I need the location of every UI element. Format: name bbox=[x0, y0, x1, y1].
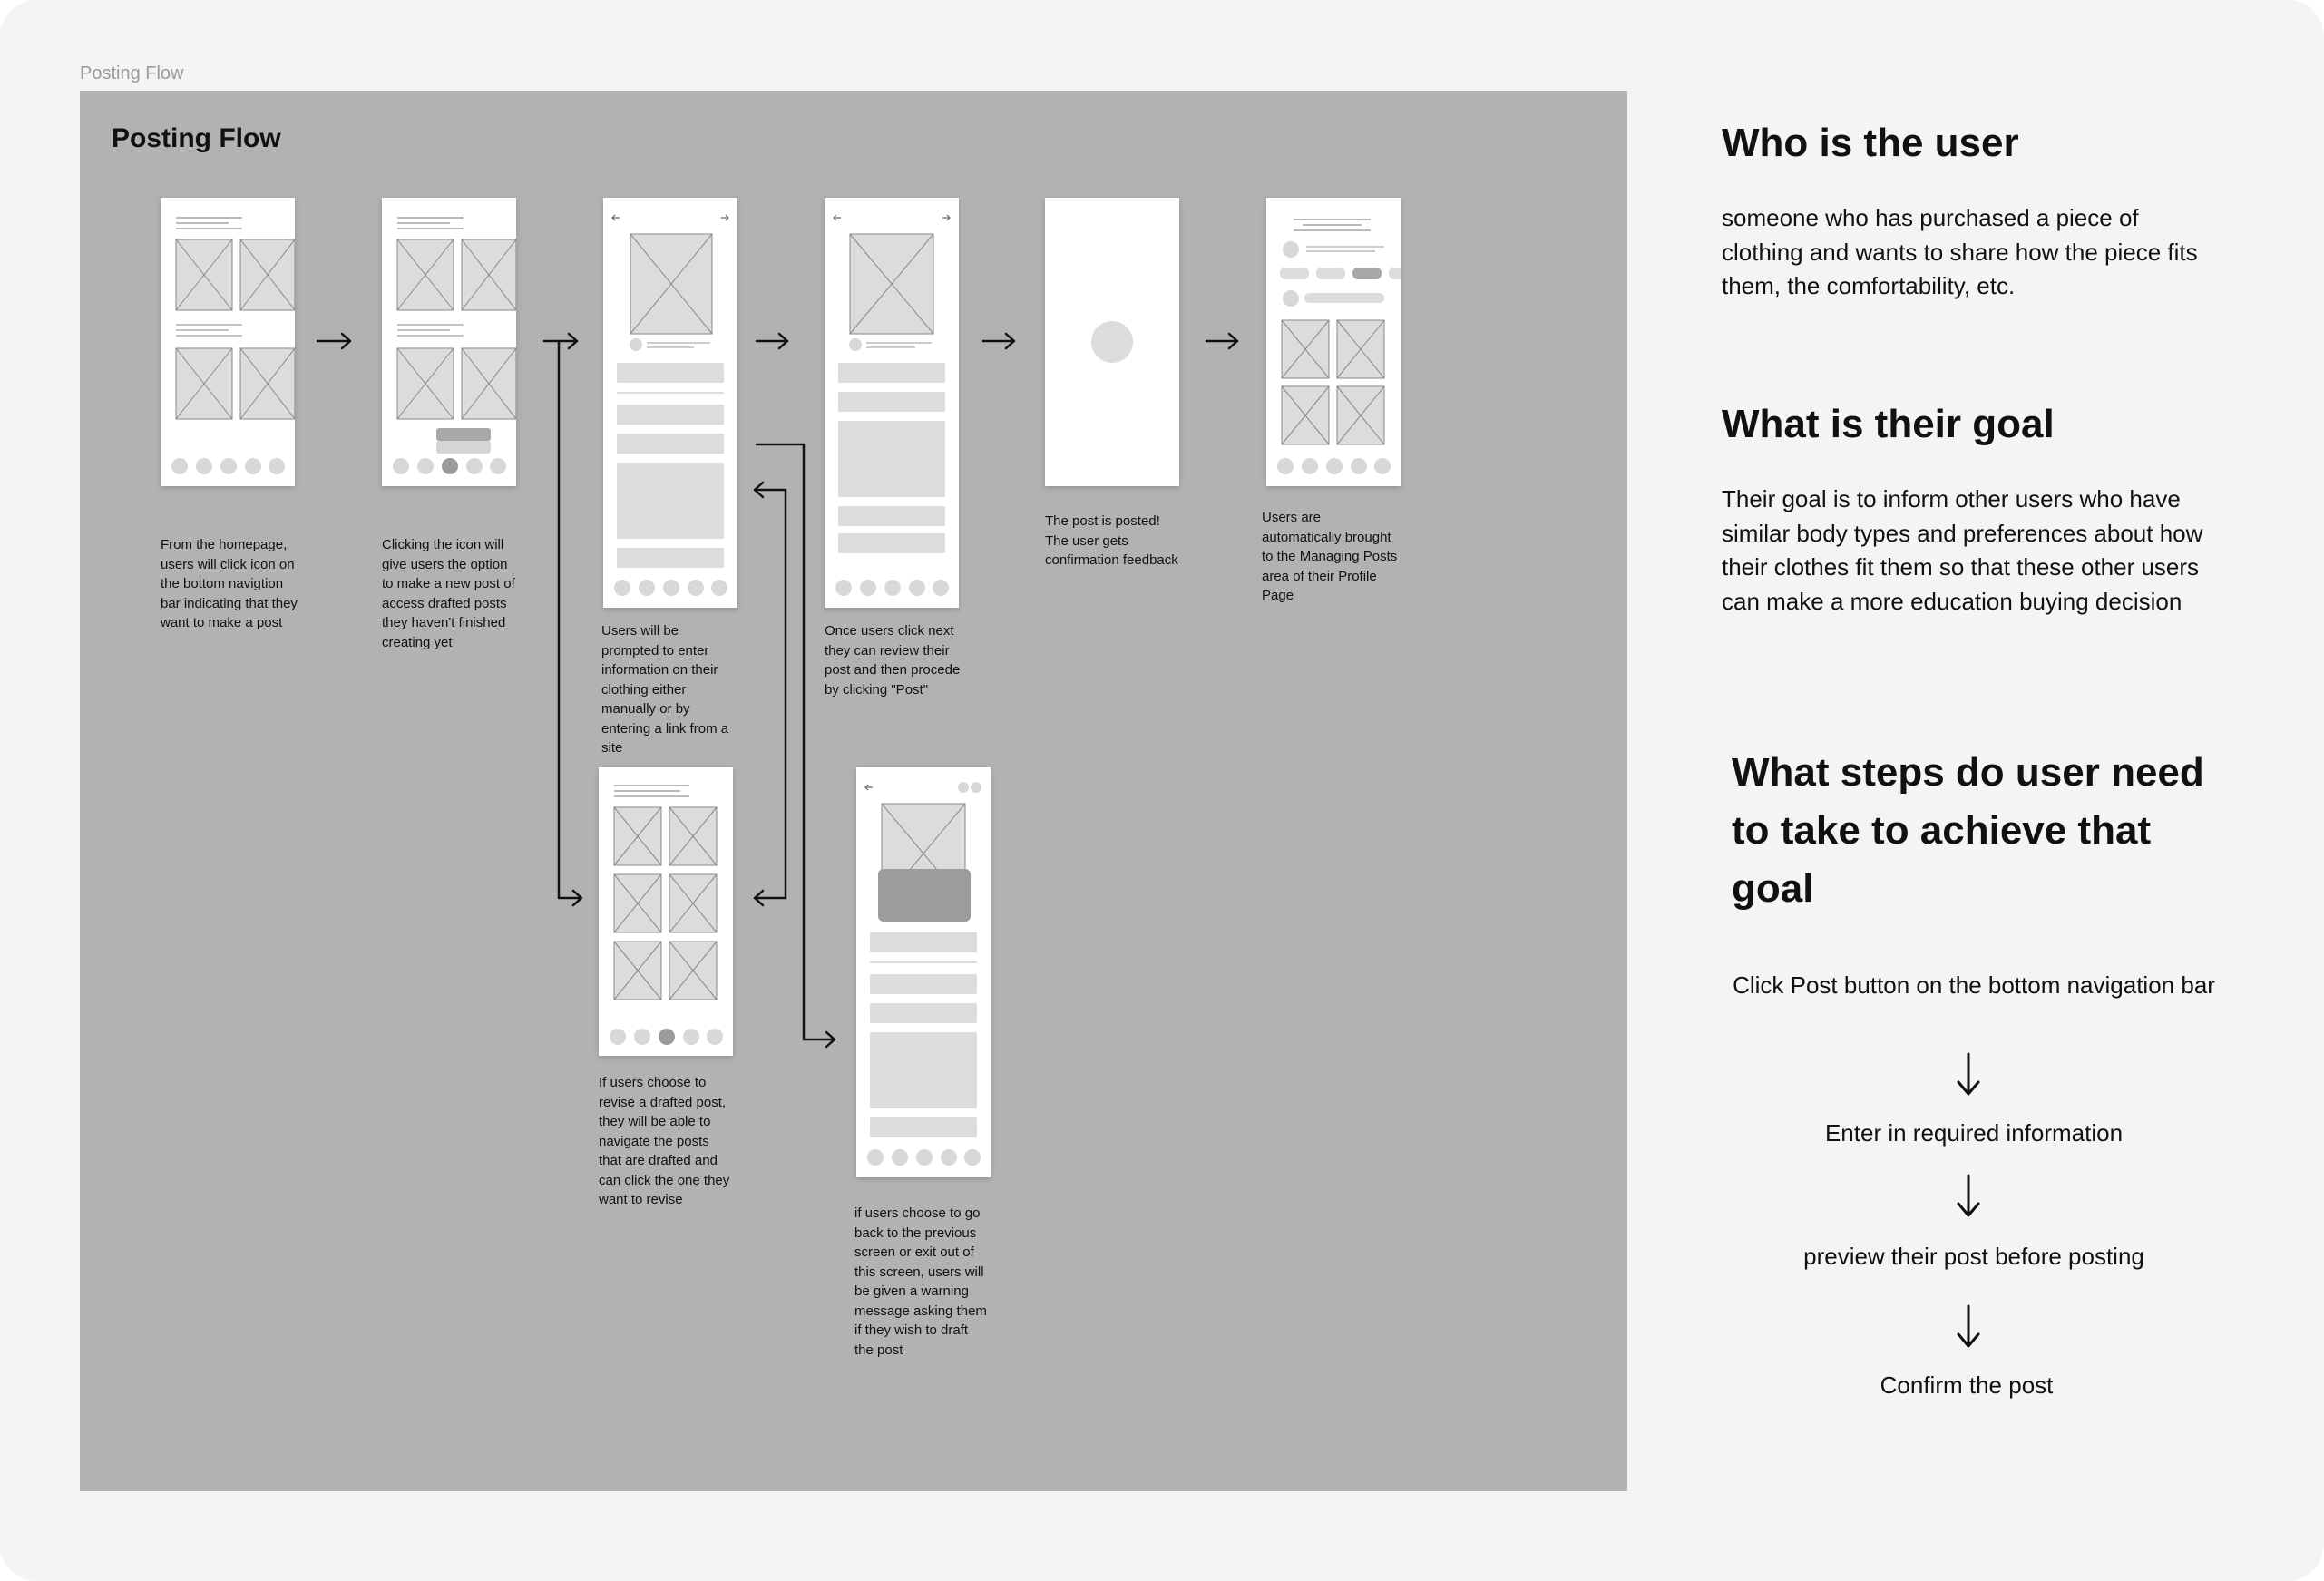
step-2: Enter in required information bbox=[1824, 1119, 2124, 1147]
arrow-drafts-to-3 bbox=[755, 483, 786, 898]
wireframe-confirmation-screen bbox=[1045, 198, 1179, 486]
arrow-4-to-5 bbox=[983, 334, 1014, 348]
flow-canvas bbox=[80, 91, 1627, 1491]
caption-step-3: Users will be prompted to enter information on their clothing either manually or by entering a link from a site bbox=[601, 623, 729, 756]
wireframe-enter-info-screen bbox=[603, 198, 737, 608]
caption-step-8: if users choose to go back to the previous screen or exit out of this screen, users will be given a warning message asking them if they wish to draft the post bbox=[854, 1205, 987, 1358]
wireframe-review-post-screen bbox=[825, 198, 959, 608]
step-1: Click Post button on the bottom navigation bar bbox=[1733, 971, 2215, 999]
wireframe-post-options-screen bbox=[382, 198, 516, 486]
caption-step-5: The post is posted! The user gets confirmation feedback bbox=[1045, 513, 1178, 568]
goal-heading: What is their goal bbox=[1722, 402, 2055, 446]
who-text: someone who has purchased a piece of clothing and wants to share how the piece fits them, the comfortability, etc. bbox=[1722, 204, 2198, 299]
goal-text: Their goal is to inform other users who have similar body types and preferences about how their clothes fit them so that these other users can make a more education buying decision bbox=[1722, 485, 2203, 615]
arrow-1-to-2 bbox=[317, 334, 350, 348]
step-3: preview their post before posting bbox=[1803, 1243, 2144, 1270]
wireframe-drafts-screen bbox=[599, 767, 733, 1056]
canvas-title: Posting Flow bbox=[112, 123, 281, 153]
wireframe-warning-screen bbox=[856, 767, 991, 1177]
caption-step-4: Once users click next they can review their post and then procede by clicking "Post" bbox=[825, 623, 961, 698]
who-heading: Who is the user bbox=[1722, 121, 2019, 165]
arrow-3-to-warning bbox=[757, 444, 835, 1047]
step-4: Confirm the post bbox=[1880, 1371, 2054, 1399]
arrow-2-to-3 bbox=[544, 334, 577, 348]
wireframe-home-screen bbox=[161, 198, 295, 486]
wireframe-profile-screen bbox=[1266, 198, 1401, 486]
caption-step-7: If users choose to revise a drafted post, they will be able to navigate the posts that are drafted and can click the one they want to revise bbox=[599, 1075, 730, 1207]
caption-step-1: From the homepage, users will click icon on the bottom navigtion bar indicating that they want to make a post bbox=[161, 537, 298, 630]
caption-step-2: Clicking the icon will give users the option to make a new post of access drafted posts they haven't finished creating yet bbox=[382, 537, 515, 650]
arrow-2-to-drafts bbox=[559, 341, 581, 905]
steps-heading: What steps do user need to take to achieve that goal bbox=[1732, 750, 2204, 911]
arrow-3-to-4 bbox=[757, 334, 787, 348]
arrow-5-to-6 bbox=[1206, 334, 1237, 348]
caption-step-6: Users are automatically brought to the Managing Posts area of their Profile Page bbox=[1262, 510, 1398, 603]
arrow-drafts-return bbox=[755, 891, 786, 905]
frame-label[interactable]: Posting Flow bbox=[80, 63, 184, 83]
